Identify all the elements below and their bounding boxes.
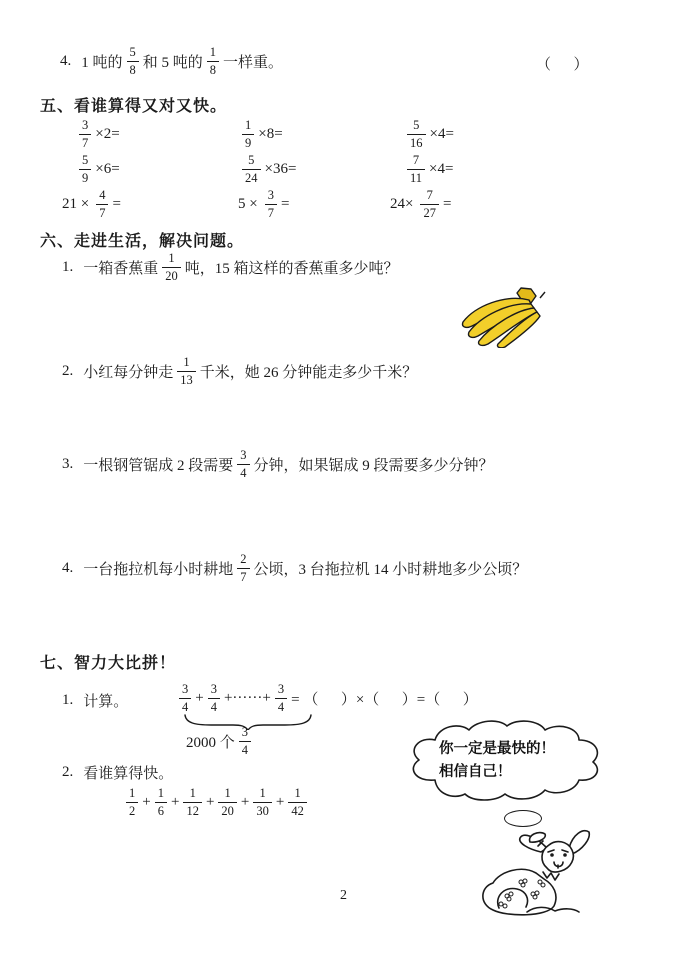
- word-problem-4: [62, 553, 527, 583]
- fraction: $\frac{7}{27}$: [420, 189, 439, 219]
- problem-text: 看谁算得快。: [83, 766, 174, 782]
- fraction: $\frac{3}{4}$: [208, 683, 220, 713]
- calc-multiplier: 5 ×: [238, 195, 258, 212]
- fraction: $\frac{1}{9}$: [242, 119, 254, 149]
- section5-heading: 五、看谁算得又对又快。: [40, 98, 228, 115]
- brainteaser-2-label: [62, 762, 173, 783]
- plus-sign: +: [170, 793, 180, 810]
- judge-text-3: 一样重。: [223, 54, 284, 71]
- calc-item: [75, 119, 238, 149]
- word-problem-3: [62, 449, 494, 479]
- brace-label-text: 2000 个: [186, 734, 235, 751]
- calc-row-3: [62, 189, 550, 219]
- calc-item: [75, 154, 238, 184]
- calc-operator: ×4=: [429, 125, 454, 142]
- calc-operator: ×2=: [95, 125, 120, 142]
- fraction: $\frac{3}{7}$: [79, 119, 91, 149]
- calc-item: [62, 189, 225, 219]
- equation-blanks: = （ ）×（ ）=（ ）: [291, 691, 478, 708]
- page-number: 2: [340, 888, 347, 903]
- fraction: $\frac{1}{13}$: [177, 356, 196, 386]
- plus-sign: +: [205, 793, 215, 810]
- judge-text-2: 和 5 吨的: [142, 54, 203, 71]
- plus-sign: +: [275, 793, 285, 810]
- calc-operator: ×6=: [95, 160, 120, 177]
- fraction: $\frac{1}{2}$: [126, 787, 138, 817]
- problem-text: 小红每分钟走: [83, 364, 174, 381]
- brainteaser-1-label: [62, 690, 128, 711]
- problem-text: 一箱香蕉重: [83, 260, 159, 277]
- calc-item: [238, 154, 403, 184]
- bubble-text: [439, 738, 555, 784]
- fraction: $\frac{5}{9}$: [79, 154, 91, 184]
- banana-bunch-image: [457, 286, 549, 348]
- banana-illustration: [457, 286, 549, 348]
- lying-fawn-image: [477, 824, 597, 924]
- calc-operator: =: [442, 195, 452, 212]
- fraction: $\frac{5}{16}$: [407, 119, 426, 149]
- underbrace-label: [186, 726, 255, 756]
- fraction: $\frac{1}{30}$: [253, 787, 272, 817]
- word-problem-1: [62, 252, 399, 282]
- calc-operator: ×36=: [264, 160, 297, 177]
- calc-multiplier: 21 ×: [62, 195, 90, 212]
- problem-text: 一根钢管锯成 2 段需要: [83, 457, 234, 474]
- calc-row-1: [75, 119, 563, 149]
- calc-operator: ×8=: [258, 125, 283, 142]
- problem-text: 千米，她 26 分钟能走多少千米？: [199, 364, 418, 381]
- fraction: $\frac{1}{12}$: [183, 787, 202, 817]
- bubble-line-1: 你一定是最快的！: [439, 741, 555, 757]
- calc-multiplier: 24×: [390, 195, 414, 212]
- section6-heading: 六、走进生活，解决问题。: [40, 233, 245, 250]
- question-number: 1.: [62, 692, 74, 708]
- fraction: $\frac{1}{42}$: [288, 787, 307, 817]
- calc-item: [403, 119, 563, 149]
- calc-operator: =: [112, 195, 121, 212]
- calc-operator: ×4=: [429, 160, 454, 177]
- deer-illustration: [477, 824, 597, 924]
- problem-text: 计算。: [83, 694, 129, 710]
- bubble-line-2: 相信自己！: [439, 764, 512, 780]
- plus-sign: +: [142, 793, 151, 810]
- calc-row-2: [75, 154, 563, 184]
- problem-text: 一台拖拉机每小时耕地: [83, 561, 234, 578]
- plus-sign: +: [195, 689, 204, 706]
- problem-text: 吨，15 箱这样的香蕉重多少吨？: [184, 260, 399, 277]
- fraction: $\frac{3}{7}$: [265, 189, 277, 219]
- judge-text-1: 1 吨的: [81, 54, 123, 71]
- plus-sign: +: [240, 793, 250, 810]
- question-number: 4.: [60, 52, 72, 69]
- calc-operator: =: [280, 195, 290, 212]
- fraction: $\frac{3}{4}$: [179, 683, 191, 713]
- question-number: 2.: [62, 362, 74, 379]
- fraction: $\frac{4}{7}$: [96, 189, 108, 219]
- question-number: 2.: [62, 764, 74, 780]
- calc-item: [238, 119, 403, 149]
- section7-heading: 七、智力大比拼！: [40, 655, 177, 672]
- fraction: $\frac{1}{6}$: [155, 787, 167, 817]
- problem-text: 分钟，如果锯成 9 段需要多少分钟？: [253, 457, 494, 474]
- fraction: $\frac{1}{20}$: [218, 787, 237, 817]
- fraction: $\frac{3}{4}$: [237, 449, 249, 479]
- fraction: $\frac{5}{24}$: [242, 154, 261, 184]
- repeated-sum-expression: [175, 683, 478, 713]
- fraction: $\frac{3}{4}$: [239, 726, 251, 756]
- fraction: $\frac{1}{20}$: [162, 252, 181, 282]
- fraction: $\frac{2}{7}$: [237, 553, 249, 583]
- calc-item: [225, 189, 390, 219]
- answer-blank: （ ）: [536, 57, 589, 73]
- calc-item: [403, 154, 563, 184]
- ellipsis-plus: +······+: [223, 689, 271, 706]
- question-number: 3.: [62, 455, 74, 472]
- series-sum-expression: [122, 787, 311, 817]
- question-number: 4.: [62, 559, 74, 576]
- calc-item: [390, 189, 550, 219]
- problem-text: 公顷，3 台拖拉机 14 小时耕地多少公顷？: [253, 561, 528, 578]
- word-problem-2: [62, 356, 417, 386]
- speech-cloud: [403, 718, 608, 803]
- fraction: $\frac{3}{4}$: [275, 683, 287, 713]
- judge-question: [60, 46, 283, 76]
- fraction: $\frac{5}{8}$: [127, 46, 139, 76]
- fraction: $\frac{7}{11}$: [407, 154, 425, 184]
- fraction: $\frac{1}{8}$: [207, 46, 219, 76]
- question-number: 1.: [62, 258, 74, 275]
